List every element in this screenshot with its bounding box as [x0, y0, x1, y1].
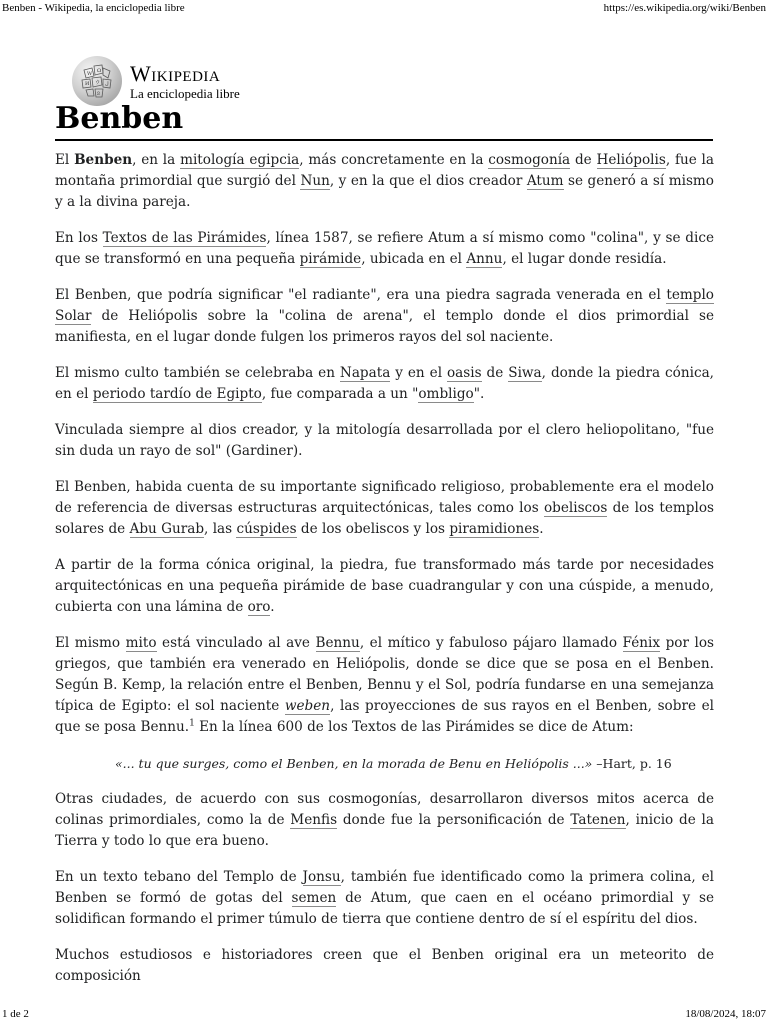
- link-annu[interactable]: Annu: [466, 251, 503, 267]
- text: se generó a sí mismo y a la divina pareja.: [55, 173, 714, 210]
- text: , más concretamente en la: [299, 152, 489, 168]
- wordmark-title: Wikipedia: [130, 60, 221, 86]
- text: de Atum, que caen en el océano primordial y se solidifican formando el primer túmulo de tierra que contiene dentro de sí el espíritu del dios.: [55, 890, 715, 927]
- svg-text:И: И: [85, 81, 90, 87]
- wordmark-tagline: La enciclopedia libre: [130, 85, 240, 101]
- print-page-url: https://es.wikipedia.org/wiki/Benben: [603, 2, 766, 14]
- text: de los templos solares de: [55, 500, 715, 537]
- paragraph-8: [55, 633, 714, 738]
- text: , las: [204, 521, 237, 537]
- text: , el lugar donde residía.: [502, 251, 667, 267]
- text: El mismo: [55, 635, 126, 651]
- text: En la línea 600 de los Textos de las Pirámides se dice de Atum:: [194, 719, 634, 735]
- link-jonsu[interactable]: Jonsu: [302, 869, 341, 885]
- paragraph-6: [55, 477, 714, 540]
- text: ".: [473, 386, 485, 402]
- text: donde fue la personificación de: [337, 812, 571, 828]
- text: , y en la que el dios creador: [329, 173, 527, 189]
- text: , el mítico y fabuloso pájaro llamado: [359, 635, 623, 651]
- link-cosmogonia[interactable]: cosmogonía: [488, 152, 571, 168]
- paragraph-7: [55, 555, 714, 618]
- reference-1[interactable]: 1: [189, 718, 195, 729]
- link-periodo-tardio[interactable]: periodo tardío de Egipto: [92, 386, 262, 402]
- link-piramidiones[interactable]: piramidiones: [449, 521, 540, 537]
- print-page-number: 1 de 2: [2, 1008, 29, 1020]
- text: .: [539, 521, 544, 537]
- link-heliopolis[interactable]: Heliópolis: [596, 152, 666, 168]
- text: El mismo culto también se celebraba en: [55, 365, 340, 381]
- paragraph-2: [55, 228, 714, 270]
- link-fenix[interactable]: Fénix: [622, 635, 661, 651]
- text: El Benben, habida cuenta de su importante significado religioso, probablemente era el modelo de referencia de diversas estructuras arquitectónicas, tales como los: [55, 479, 714, 516]
- svg-text:ل: ل: [105, 81, 109, 87]
- print-footer: [0, 1008, 768, 1020]
- link-obeliscos[interactable]: obeliscos: [543, 500, 608, 516]
- link-siwa[interactable]: Siwa: [508, 365, 542, 381]
- print-datetime: 18/08/2024, 18:07: [685, 1008, 766, 1020]
- link-mito[interactable]: mito: [125, 635, 157, 651]
- text: , también fue identificado como la primera colina, el Benben se formó de gotas del: [55, 869, 714, 906]
- text: .: [270, 599, 275, 615]
- link-bennu[interactable]: Bennu: [315, 635, 360, 651]
- text: , en la: [132, 152, 181, 168]
- text: , fue comparada a un ": [261, 386, 419, 402]
- svg-text:Ω: Ω: [97, 68, 102, 74]
- link-oasis[interactable]: oasis: [447, 365, 482, 381]
- text: , inicio de la Tierra y todo lo que era bueno.: [55, 812, 714, 849]
- link-semen[interactable]: semen: [291, 890, 337, 906]
- text: de los obeliscos y los: [296, 521, 450, 537]
- print-header: [0, 2, 768, 14]
- link-piramide[interactable]: pirámide: [299, 251, 362, 267]
- paragraph-11: Muchos estudiosos e historiadores creen que el Benben original era un meteorito de composición: [55, 947, 714, 984]
- print-page-title: Benben - Wikipedia, la enciclopedia libre: [2, 2, 185, 14]
- quote-block: [55, 753, 714, 774]
- page-title: Benben: [55, 101, 713, 141]
- link-tatenen[interactable]: Tatenen: [570, 812, 626, 828]
- text: de: [570, 152, 597, 168]
- link-atum[interactable]: Atum: [526, 173, 564, 189]
- text: está vinculado al ave: [156, 635, 316, 651]
- wikipedia-logo[interactable]: [72, 56, 240, 106]
- svg-text:ვ: ვ: [97, 90, 100, 96]
- link-mitologia-egipcia[interactable]: mitología egipcia: [180, 152, 300, 168]
- text: El: [55, 152, 75, 168]
- quote-text: «... tu que surges, como el Benben, en la morada de Benu en Heliópolis ...»: [115, 756, 593, 771]
- text: En un texto tebano del Templo de: [55, 869, 303, 885]
- paragraph-10: [55, 867, 714, 930]
- article-body: [55, 150, 714, 1002]
- link-templo-solar[interactable]: templo Solar: [55, 287, 714, 324]
- link-nun[interactable]: Nun: [300, 173, 330, 189]
- link-menfis[interactable]: Menfis: [290, 812, 338, 828]
- svg-text:W: W: [87, 71, 93, 77]
- text: , fue la montaña primordial que surgió del: [55, 152, 715, 189]
- link-abu-gurab[interactable]: Abu Gurab: [129, 521, 205, 537]
- text: , las proyecciones de sus rayos en el Benben, sobre el que se posa Bennu.: [55, 698, 714, 735]
- text: por los griegos, que también era venerado en Heliópolis, donde se dice que se posa en el Benben. Según B. Kemp, la relación entre el Benben, Bennu y el Sol, podría fundarse en una semejanza típica de Egipto: el sol naciente: [55, 635, 714, 714]
- text: A partir de la forma cónica original, la piedra, fue transformado más tarde por necesidades arquitectónicas en una pequeña pirámide de base cuadrangular y con una cúspide, a menudo, cubierta con una lámina de: [55, 557, 714, 615]
- link-napata[interactable]: Napata: [339, 365, 391, 381]
- text: , donde la piedra cónica, en el: [55, 365, 714, 402]
- paragraph-5: Vinculada siempre al dios creador, y la mitología desarrollada por el clero heliopolitano, "fue sin duda un rayo de sol" (Gardiner).: [55, 422, 714, 459]
- paragraph-1: [55, 150, 714, 213]
- article-subject: Benben: [74, 152, 133, 168]
- text: de: [481, 365, 509, 381]
- text: y en el: [390, 365, 447, 381]
- link-oro[interactable]: oro: [247, 599, 271, 615]
- text: El Benben, que podría significar "el radiante", era una piedra sagrada venerada en el: [55, 287, 667, 303]
- text: , línea 1587, se refiere Atum a sí mismo como "colina", y se dice que se transformó en una pequeña: [55, 230, 714, 267]
- paragraph-9: [55, 789, 714, 852]
- link-ombligo[interactable]: ombligo: [418, 386, 474, 402]
- wikipedia-wordmark: [130, 60, 240, 101]
- text: , ubicada en el: [361, 251, 467, 267]
- paragraph-4: [55, 363, 714, 405]
- link-cuspides[interactable]: cúspides: [236, 521, 297, 537]
- text: En los: [55, 230, 103, 246]
- link-textos-piramides[interactable]: Textos de las Pirámides: [102, 230, 267, 246]
- text: de Heliópolis sobre la "colina de arena", el templo donde el dios primordial se manifiesta, en el lugar donde fulgen los primeros rayos del sol naciente.: [55, 308, 714, 345]
- text: Otras ciudades, de acuerdo con sus cosmogonías, desarrollaron diversos mitos acerca de colinas primordiales, como la de: [55, 791, 714, 828]
- paragraph-3: [55, 285, 714, 348]
- svg-text:ウ: ウ: [95, 80, 101, 86]
- wikipedia-globe-icon: [72, 56, 122, 106]
- quote-attribution: –Hart, p. 16: [592, 756, 672, 771]
- link-weben[interactable]: weben: [284, 698, 331, 714]
